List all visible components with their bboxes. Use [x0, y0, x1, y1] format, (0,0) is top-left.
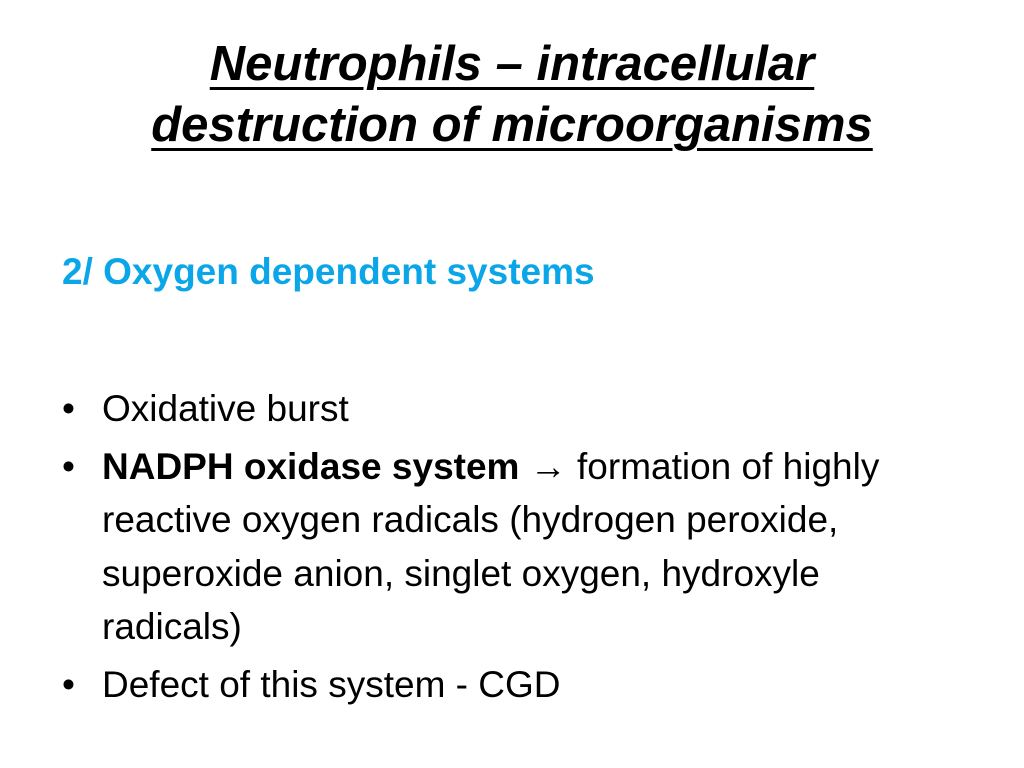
bullet-bold-term: NADPH oxidase system — [102, 445, 520, 487]
title-line-1: Neutrophils – intracellular — [209, 37, 815, 91]
bullet-list — [62, 382, 962, 715]
bullet-dot-icon: • — [62, 388, 75, 429]
bullet-text: Defect of this system - CGD — [102, 663, 561, 705]
bullet-text: Oxidative burst — [102, 388, 349, 429]
right-arrow-icon: → — [529, 445, 567, 487]
bullet-item-defect — [62, 658, 962, 712]
slide-title — [0, 34, 1024, 156]
title-line-2: destruction of microorganisms — [151, 98, 873, 152]
bullet-text: formation of highly reactive oxygen radicals (hydrogen peroxide, superoxide anion, singlet oxygen, hydroxyle radicals) — [102, 445, 880, 647]
bullet-dot-icon: • — [62, 663, 75, 705]
bullet-dot-icon: • — [62, 445, 75, 487]
bullet-item-oxidative-burst — [62, 382, 962, 436]
bullet-item-nadph — [62, 440, 962, 654]
section-subtitle: 2/ Oxygen dependent systems — [62, 251, 595, 292]
